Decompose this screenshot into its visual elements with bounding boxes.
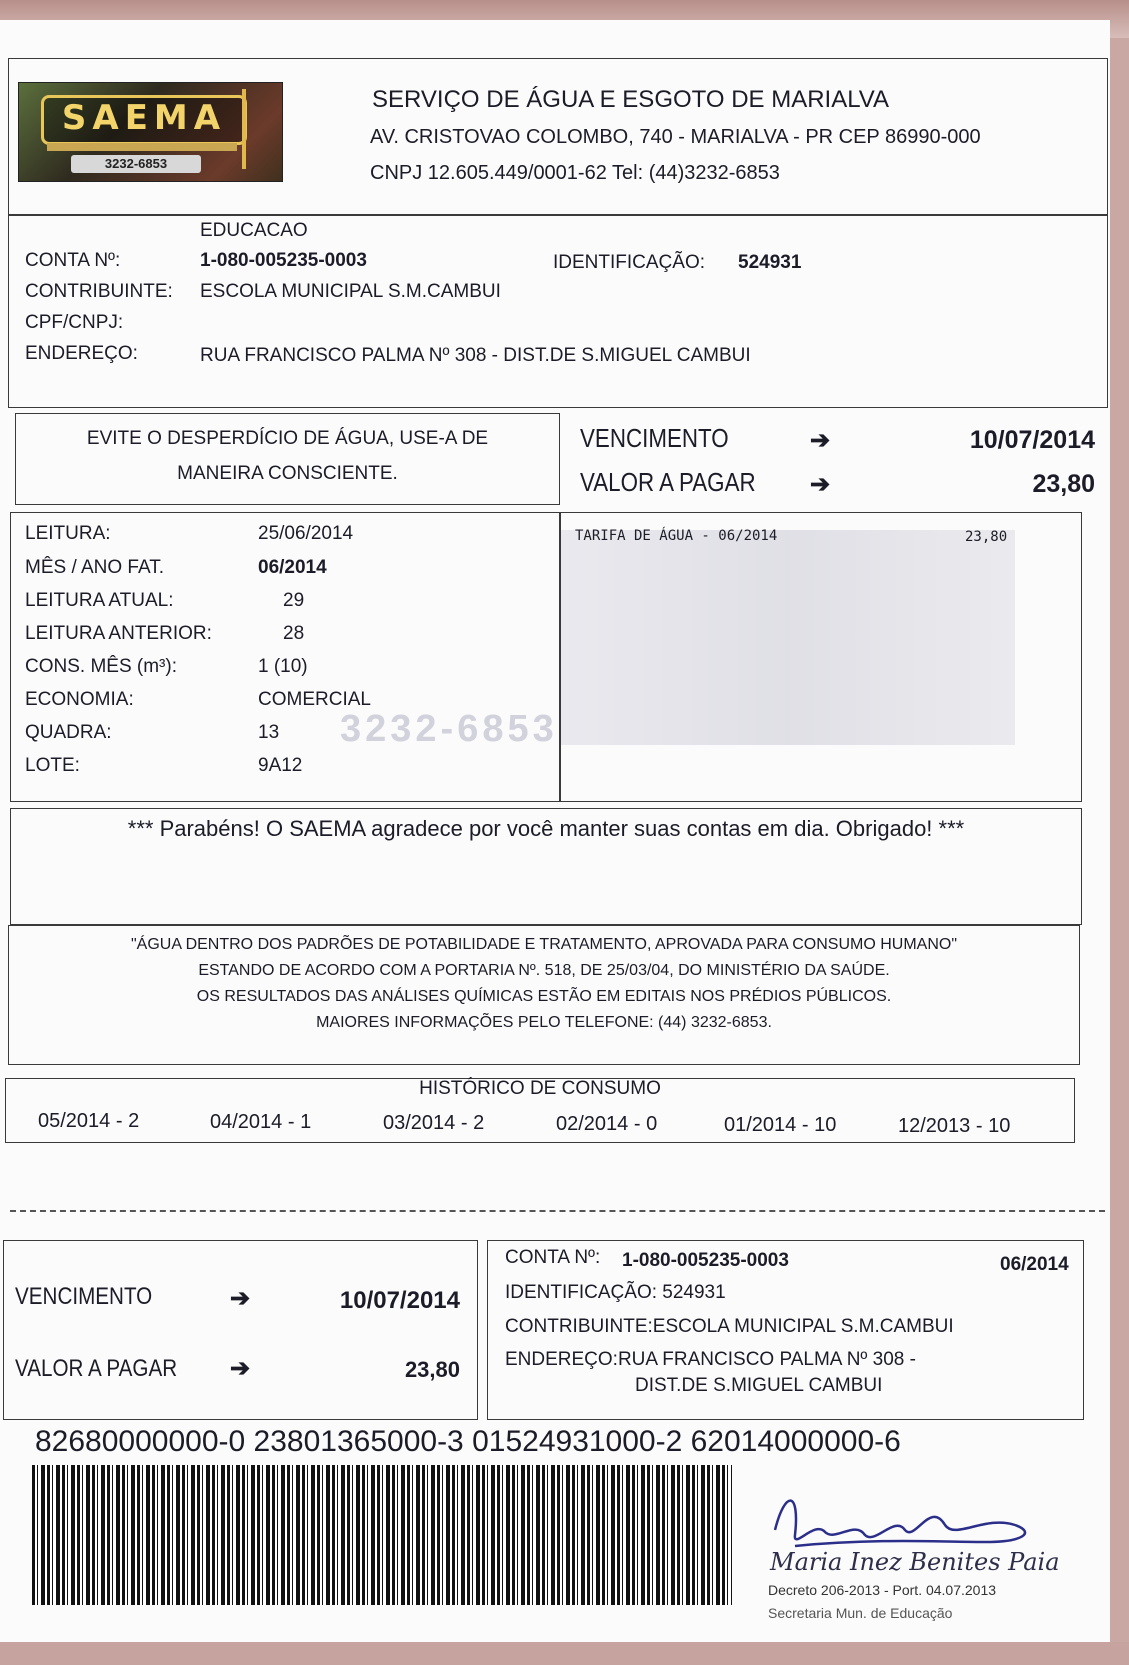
- billing-month-value: 06/2014: [258, 557, 327, 578]
- stub-identification: IDENTIFICAÇÃO: 524931: [505, 1282, 726, 1303]
- stub-address-line-1: ENDEREÇO:RUA FRANCISCO PALMA Nº 308 -: [505, 1349, 916, 1370]
- signatory-name: Maria Inez Benites Paia: [770, 1548, 1060, 1576]
- signatory-office: Secretaria Mun. de Educação: [768, 1605, 953, 1621]
- stub-due-value: 10/07/2014: [339, 1287, 460, 1314]
- address-value: RUA FRANCISCO PALMA Nº 308 - DIST.DE S.MIGUEL CAMBUI: [200, 345, 751, 366]
- cut-line: [10, 1210, 1105, 1212]
- stub-amount-value: 23,80: [404, 1357, 460, 1382]
- cpf-label: CPF/CNPJ:: [25, 312, 124, 333]
- stub-account-value: 1-080-005235-0003: [622, 1250, 789, 1271]
- account-number: 1-080-005235-0003: [200, 250, 367, 271]
- quality-line-2: ESTANDO DE ACORDO COM A PORTARIA Nº. 518, DE 25/03/04, DO MINISTÉRIO DA SAÚDE.: [198, 962, 890, 979]
- quality-line-3: OS RESULTADOS DAS ANÁLISES QUÍMICAS ESTÃO EM EDITAIS NOS PRÉDIOS PÚBLICOS.: [196, 988, 892, 1005]
- current-reading-value: 29: [283, 590, 305, 611]
- conservation-notice-box: [15, 413, 560, 505]
- logo-tagline-bar: [47, 143, 237, 151]
- charge-amount: 23,80: [965, 529, 1008, 545]
- stub-period: 06/2014: [1000, 1254, 1069, 1275]
- stub-amount-label: VALOR A PAGAR: [15, 1355, 178, 1382]
- quality-line-1: "ÁGUA DENTRO DOS PADRÕES DE POTABILIDADE E TRATAMENTO, APROVADA PARA CONSUMO HUMANO": [130, 936, 958, 953]
- stub-due-arrow-icon: ➔: [230, 1285, 251, 1312]
- current-reading-label: LEITURA ATUAL:: [25, 590, 174, 611]
- history-item: 12/2013 - 10: [898, 1115, 1011, 1137]
- watermark-phone: 3232-6853: [340, 708, 558, 750]
- due-arrow-icon: ➔: [810, 427, 831, 454]
- history-item: 04/2014 - 1: [210, 1111, 312, 1133]
- notice-line-1: EVITE O DESPERDÍCIO DE ÁGUA, USE-A DE: [86, 428, 489, 449]
- identification-value: 524931: [738, 252, 802, 273]
- history-item: 01/2014 - 10: [724, 1114, 837, 1136]
- lot-value: 9A12: [258, 755, 303, 776]
- signatory-decree: Decreto 206-2013 - Port. 04.07.2013: [768, 1582, 997, 1598]
- charge-item: TARIFA DE ÁGUA - 06/2014: [575, 528, 778, 544]
- reading-date-label: LEITURA:: [25, 523, 111, 544]
- account-label: CONTA Nº:: [25, 250, 121, 271]
- economy-value: COMERCIAL: [258, 689, 371, 710]
- monthly-consumption-value: 1 (10): [258, 656, 308, 677]
- stub-due-box: [3, 1240, 478, 1420]
- faucet-icon: [242, 89, 272, 169]
- payer-name: ESCOLA MUNICIPAL S.M.CAMBUI: [200, 281, 501, 302]
- barcode-digits: 82680000000-0 23801365000-3 01524931000-2 62014000000-6: [35, 1425, 901, 1458]
- block-label: QUADRA:: [25, 722, 112, 743]
- stub-address-line-2: DIST.DE S.MIGUEL CAMBUI: [635, 1375, 883, 1396]
- customer-box: [8, 214, 1108, 408]
- history-item: 03/2014 - 2: [383, 1112, 485, 1134]
- stub-due-label: VENCIMENTO: [15, 1283, 153, 1310]
- charges-box: [560, 512, 1082, 802]
- identification-label: IDENTIFICAÇÃO:: [553, 252, 706, 273]
- customer-category: EDUCACAO: [200, 220, 308, 241]
- notice-line-2: MANEIRA CONSCIENTE.: [177, 463, 398, 484]
- stub-account-label: CONTA Nº:: [505, 1247, 601, 1268]
- due-date-value: 10/07/2014: [969, 426, 1095, 454]
- amount-due-value: 23,80: [1032, 470, 1095, 498]
- reading-date-value: 25/06/2014: [258, 523, 354, 544]
- stub-amount-arrow-icon: ➔: [230, 1355, 251, 1382]
- amount-due-label: VALOR A PAGAR: [580, 467, 756, 497]
- monthly-consumption-label: CONS. MÊS (m³):: [25, 656, 177, 677]
- company-address: AV. CRISTOVAO COLOMBO, 740 - MARIALVA - PR CEP 86990-000: [370, 126, 981, 148]
- address-label: ENDEREÇO:: [25, 343, 138, 364]
- scan-bottom-band: [0, 1642, 1129, 1665]
- company-name: SERVIÇO DE ÁGUA E ESGOTO DE MARIALVA: [372, 86, 890, 113]
- company-cnpj-tel: CNPJ 12.605.449/0001-62 Tel: (44)3232-6853: [370, 162, 780, 184]
- previous-reading-label: LEITURA ANTERIOR:: [25, 623, 212, 644]
- lot-label: LOTE:: [25, 755, 80, 776]
- history-item: 05/2014 - 2: [38, 1110, 140, 1132]
- logo-wordmark: SAEMA: [41, 95, 247, 145]
- due-date-label: VENCIMENTO: [580, 423, 729, 453]
- previous-reading-value: 28: [283, 623, 305, 644]
- economy-label: ECONOMIA:: [25, 689, 134, 710]
- amount-arrow-icon: ➔: [810, 471, 831, 498]
- history-item: 02/2014 - 0: [556, 1113, 658, 1135]
- logo-phone: 3232-6853: [71, 155, 201, 173]
- payment-barcode: [32, 1465, 732, 1605]
- block-value: 13: [258, 722, 280, 743]
- stub-payer: CONTRIBUINTE:ESCOLA MUNICIPAL S.M.CAMBUI: [505, 1316, 954, 1337]
- history-title: HISTÓRICO DE CONSUMO: [419, 1078, 661, 1099]
- saema-logo: [18, 82, 283, 182]
- quality-line-4: MAIORES INFORMAÇÕES PELO TELEFONE: (44) 3232-6853.: [316, 1014, 772, 1031]
- billing-month-label: MÊS / ANO FAT.: [25, 557, 165, 578]
- thanks-message: *** Parabéns! O SAEMA agradece por você manter suas contas em dia. Obrigado! ***: [127, 816, 965, 841]
- payer-label: CONTRIBUINTE:: [25, 281, 173, 302]
